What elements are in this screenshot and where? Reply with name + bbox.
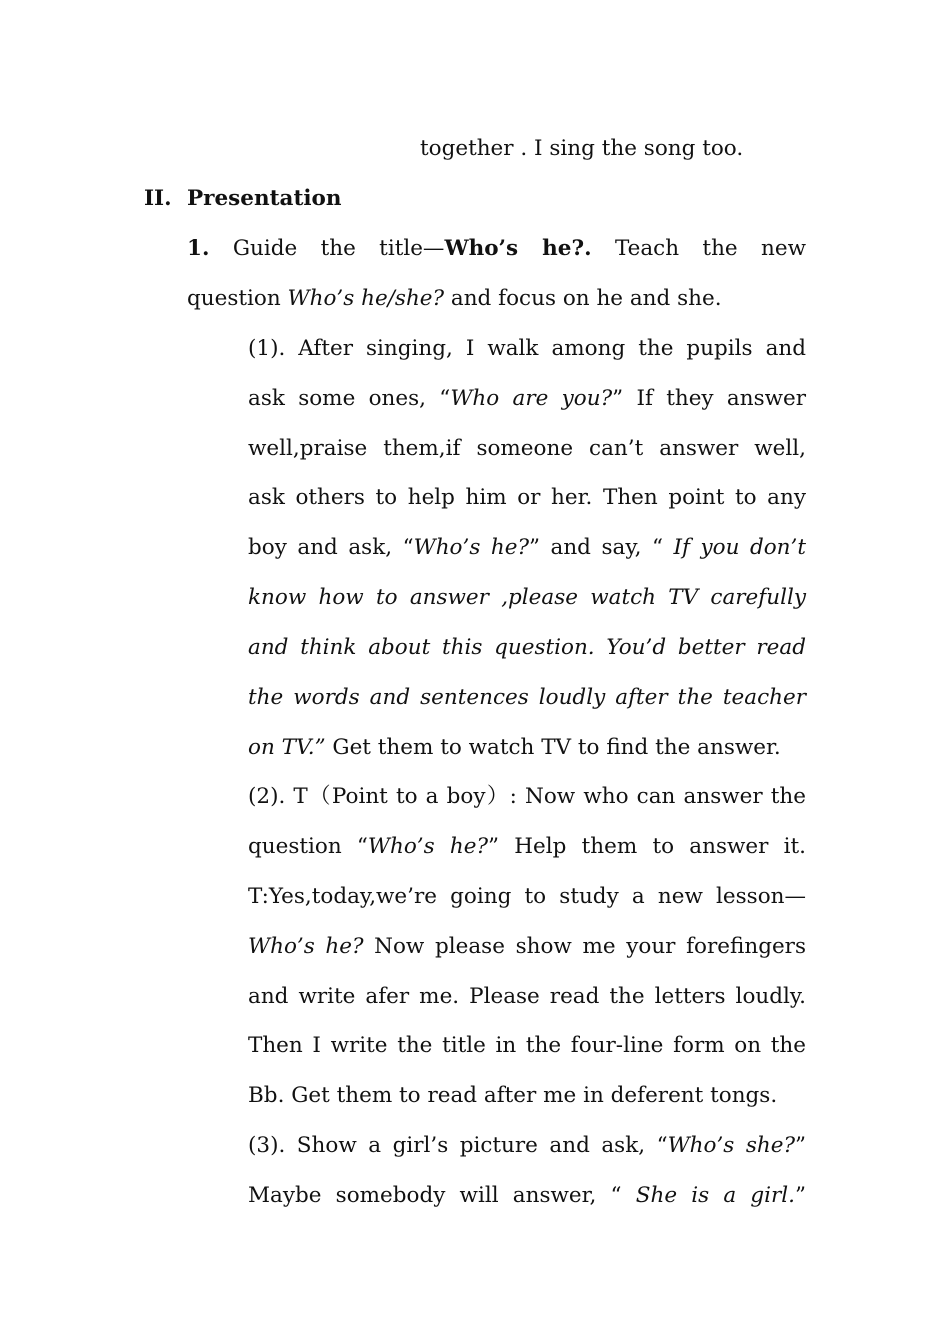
text: Get them to watch TV to find the answer. [325, 735, 781, 760]
quote-italic: If you don’t [673, 535, 806, 560]
lesson-title: Who’s he?. [444, 236, 592, 261]
body-line [248, 733, 806, 763]
body-line: (1). After singing, I walk among the pupils and [248, 336, 806, 361]
body-line: (2). T（Point to a boy）: Now who can answer the [248, 784, 806, 809]
continuation-line: together . I sing the song too. [420, 136, 744, 161]
text: question “ [248, 834, 368, 859]
quote-italic: Who are you? [450, 386, 613, 411]
quote-italic: Who’s he? [413, 535, 529, 560]
item-1-line-1 [187, 234, 806, 264]
text: boy and ask, “ [248, 535, 414, 560]
text: Now please show me your forefingers [363, 934, 806, 959]
body-line [248, 832, 806, 862]
text: (3). Show a girl’s picture and ask, “ [248, 1133, 668, 1158]
text: ” Help them to answer it. [488, 834, 806, 859]
item-text: question [187, 286, 288, 311]
quote-italic: Who’s she? [667, 1133, 795, 1158]
section-numeral: II. [144, 186, 172, 211]
body-line [248, 384, 806, 414]
body-line [248, 533, 806, 563]
quote-italic: She is a girl. [635, 1183, 795, 1208]
text: ” If they answer [612, 386, 807, 411]
quote-italic: Who’s he? [248, 934, 364, 959]
quote-italic: on TV.” [248, 735, 326, 760]
text: Maybe somebody will answer, “ [248, 1183, 636, 1208]
body-line: well,praise them,if someone can’t answer well, [248, 436, 806, 461]
body-line [248, 1181, 806, 1211]
body-line: know how to answer ,please watch TV carefully [248, 585, 806, 610]
text: ” and say, “ [528, 535, 674, 560]
body-line: Bb. Get them to read after me in deferent tongs. [248, 1083, 778, 1108]
question-italic: Who’s he/she? [287, 286, 445, 311]
item-number: 1. [187, 236, 210, 261]
quote-italic: Who’s he? [367, 834, 489, 859]
body-line: and write afer me. Please read the letters loudly. [248, 984, 806, 1009]
body-line [248, 932, 806, 962]
item-text: and focus on he and she. [444, 286, 722, 311]
body-line [248, 1131, 806, 1161]
body-line: the words and sentences loudly after the teacher [248, 685, 806, 710]
body-line: ask others to help him or her. Then point to any [248, 485, 806, 510]
text: ” [794, 1133, 806, 1158]
item-1-line-2 [187, 284, 722, 314]
body-line: T:Yes,today,we’re going to study a new lesson— [248, 884, 806, 909]
body-line: and think about this question. You’d better read [248, 635, 806, 660]
item-text: Guide the title— [209, 236, 445, 261]
body-line: Then I write the title in the four-line form on the [248, 1033, 806, 1058]
text: ” [795, 1183, 806, 1208]
item-text: Teach the new [591, 236, 806, 261]
section-title: Presentation [187, 186, 342, 211]
text: ask some ones, “ [248, 386, 451, 411]
section-heading [144, 184, 342, 214]
